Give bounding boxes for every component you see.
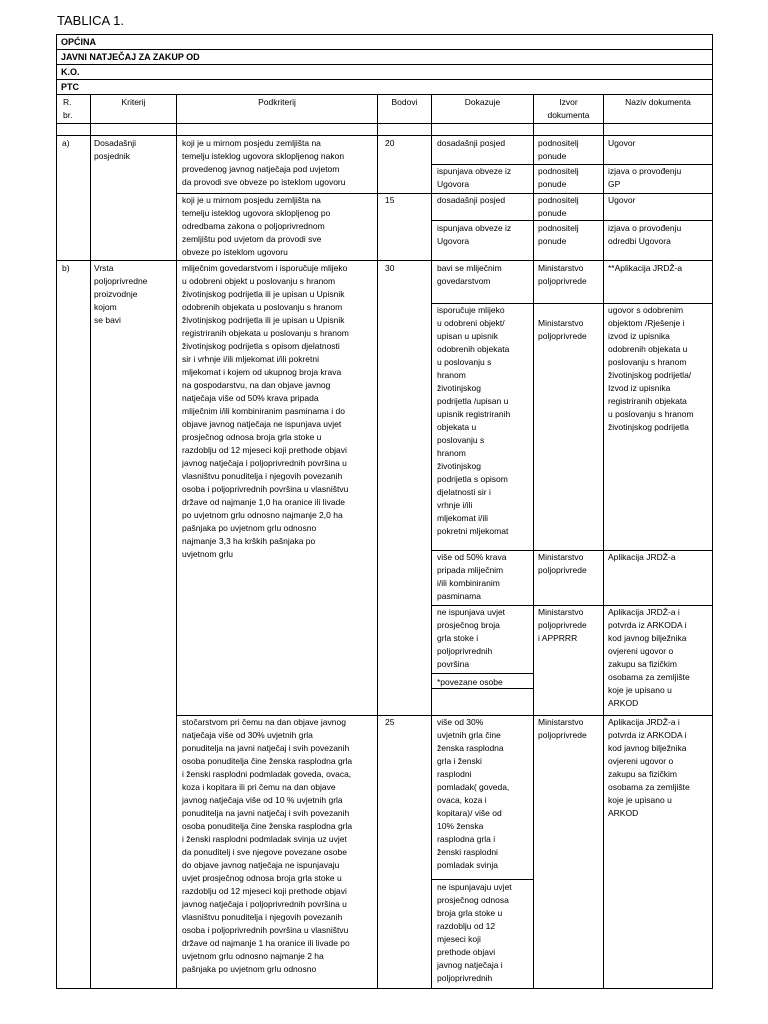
col-header-podkriterij: Podkriterij: [258, 97, 296, 107]
section-a-sub1-bodovi: 20: [385, 138, 395, 148]
criteria-table: [56, 34, 713, 989]
section-a-sub1-r1-naziv: Ugovor: [608, 138, 636, 148]
col-header-dokazuje: Dokazuje: [464, 97, 501, 107]
section-b-sub1-bodovi: 30: [385, 263, 395, 273]
row-line-section-b: [57, 260, 712, 261]
section-b-sub1-r2-dokazuje: isporučuje mlijeko u odobreni objekt/ upisan u upisnik odobrenih objekata u poslovanju s hranom životinjskog podrijetla /upisan u upisnik registriranih objekata u poslovanju s hranom životinjskog podrijetla s opisom djelatnosti sir i vrhnje i/ili mljekomat i/ili pokretni mljekomat: [437, 305, 511, 536]
document-title: TABLICA 1.: [57, 13, 124, 28]
section-a-sub2-r1-naziv: Ugovor: [608, 195, 636, 205]
section-b-sub2-r1-dokazuje: više od 30% uvjetnih grla čine ženska rasplodna grla i ženski rasplodni pomladak( goveda, ovaca, koza i kopitara)/ više od 10% ženska rasplodna grla i ženski rasplodni pomladak svinja: [437, 717, 510, 870]
section-b-number: b): [62, 263, 70, 273]
section-a-sub1-text: koji je u mirnom posjedu zemljišta na temelju isteklog ugovora sklopljenog nakon provedenog javnog natječaja pod uvjetom da provodi sve obveze po isteklom ugovoru: [182, 138, 346, 187]
section-b-sub1-r4-izvor: Ministarstvo poljoprivrede i APPRRR: [538, 607, 587, 643]
section-b-sub2-r2-dokazuje: ne ispunjavaju uvjet prosječnog odnosa broja grla stoke u razdoblju od 12 mjeseci koji prethode objavi javnog natječaja i poljoprivrednih: [437, 882, 512, 983]
col-line-6: [603, 95, 604, 989]
section-b-kriterij: Vrsta poljoprivredne proizvodnje kojom se bavi: [94, 263, 148, 325]
col-header-rbr: R. br.: [63, 97, 73, 120]
section-a-kriterij: Dosadašnji posjednik: [94, 138, 137, 161]
header-row-ko: K.O.: [57, 65, 712, 80]
section-a-sub2-text: koji je u mirnom posjedu zemljišta na temelju isteklog ugovora sklopljenog po odredbama zakona o poljoprivrednom zemljištu pod uvjetom da provodi sve obveze po isteklom ugovoru: [182, 195, 331, 257]
section-a-sub1-r2-izvor: podnositelj ponude: [538, 166, 579, 189]
col-line-4: [431, 95, 432, 989]
section-a-sub1-r1-dokazuje: dosadašnji posjed: [437, 138, 506, 148]
section-b-sub2-r1-izvor: Ministarstvo poljoprivrede: [538, 717, 587, 740]
section-b-sub1-line-5: [432, 688, 533, 689]
col-header-kriterij: Kriterij: [121, 97, 146, 107]
section-b-sub1-r3-dokazuje: više od 50% krava pripada mliječnim i/ili kombiniranim pasminama: [437, 552, 507, 601]
section-a-sub2-r2-izvor: podnositelj ponude: [538, 223, 579, 246]
section-b-sub1-r1-dokazuje: bavi se mliječnim govedarstvom: [437, 263, 502, 286]
section-b-sub2-r1-naziv: Aplikacija JRDŽ-a i potvrda iz ARKODA i kod javnog bilježnika ovjereni ugovor o zakupu sa fizičkim osobama za zemljište koje je upisano u ARKOD: [608, 717, 690, 818]
section-b-sub1-line-4: [432, 673, 533, 674]
section-a-sub2-r2-dokazuje: ispunjava obveze iz Ugovora: [437, 223, 512, 246]
section-a-sub2-r1-izvor: podnositelj ponude: [538, 195, 579, 218]
section-b-sub2-bodovi: 25: [385, 717, 395, 727]
section-a-number: a): [62, 138, 70, 148]
section-a-sub1-r2-naziv: izjava o provođenju GP: [608, 166, 682, 189]
header-row-ptc: PTC: [57, 80, 712, 95]
section-b-sub1-r5-dokazuje: *povezane osobe: [437, 677, 503, 687]
header-row-opcina: OPĆINA: [57, 35, 712, 50]
section-b-sub1-r4-naziv: Aplikacija JRDŽ-a i potvrda iz ARKODA i kod javnog bilježnika ovjereni ugovor o zakupu sa fizičkim osobama za zemljište koje je upisano u ARKOD: [608, 607, 690, 708]
section-b-sub1-r3-naziv: Aplikacija JRDŽ-a: [608, 552, 676, 562]
section-b-sub1-r3-izvor: Ministarstvo poljoprivrede: [538, 552, 587, 575]
section-a-sub1-r2-dokazuje: ispunjava obveze iz Ugovora: [437, 166, 512, 189]
col-line-2: [176, 95, 177, 989]
section-b-sub1-r1-naziv: **Aplikacija JRDŽ-a: [608, 263, 683, 273]
section-b-sub2-text: stočarstvom pri čemu na dan objave javnog natječaja više od 30% uvjetnih grla ponuditelja na javni natječaj i svih povezanih osoba ponuditelja čine ženska rasplodna grla i ženski rasplodni podmladak goveda, ovaca, koza i kopitara ili pri čemu na dan objave javnog natječaja više od 10 % uvjetnih grla ponuditelja na javni natječaj i svih povezanih osoba ponuditelja čine ženska rasplodna grla i ženski rasplodni podmladak svinja uz uvjet da ponuditelj i sve njegove povezane osobe do objave javnog natječaja ne ispunjavaju uvjet prosječnog odnosa broja grla stoke u razdoblju od 12 mjeseci koji prethode objavi javnog natječaja i poljoprivrednih površina u vlasništvu ponuditelja i njegovih povezanih osoba i poljoprivrednih površina u vlasništvu države od najmanje 1 ha oranice ili livade po uvjetnom grlu odnosno najmanje 2 ha pašnjaka po uvjetnom grlu odnosno: [182, 717, 353, 974]
col-line-1: [90, 95, 91, 989]
col-line-3: [377, 95, 378, 989]
section-a-sub1-r1-izvor: podnositelj ponude: [538, 138, 579, 161]
section-a-sub2-r1-dokazuje: dosadašnji posjed: [437, 195, 506, 205]
section-a-sub2-row-line: [432, 220, 712, 221]
section-b-sub1-r2-izvor: Ministarstvo poljoprivrede: [538, 318, 587, 341]
section-b-sub2-line-1: [432, 879, 533, 880]
col-header-naziv: Naziv dokumenta: [625, 97, 691, 107]
col-header-bodovi: Bodovi: [391, 97, 418, 107]
col-line-5: [533, 95, 534, 989]
section-b-sub1-text: mliječnim govedarstvom i isporučuje mlijeko u odobreni objekt u poslovanju s hranom životinjskog podrijetla ili je upisan u Upisnik odobrenih objekata u poslovanju s hranom životinjskog podrijetla ili je upisan u Upisnik registriranih objekata u poslovanju s hranom životinjskog podrijetla s opisom djelatnosti sir i vrhnje i/ili mljekomat i/ili pokretni mljekomat i kojem od ukupnog broja krava na gospodarstvu, na dan objave javnog natječaja više od 50% krava pripada mliječnim i/ili kombiniranim pasminama i do objave javnog natječaja ne ispunjava uvjet prosječnog odnosa broja grla stoke u razdoblju od 12 mjeseci koji prethode objavi javnog natječaja i poljoprivrednih površina u vlasništvu ponuditelja i njegovih povezanih osoba i poljoprivrednih površina u vlasništvu države od najmanje 1,0 ha oranice ili livade po uvjetnom grlu odnosno najmanje 2,0 ha pašnjaka po uvjetnom grlu odnosno najmanje 3,3 ha krških pašnjaka po uvjetnom grlu: [182, 263, 349, 559]
section-b-sub1-r4-dokazuje: ne ispunjava uvjet prosječnog broja grla stoke i poljoprivrednih površina: [437, 607, 506, 669]
section-b-sub1-r1-izvor: Ministarstvo poljoprivrede: [538, 263, 587, 286]
header-row-natjecaj: JAVNI NATJEČAJ ZA ZAKUP OD: [57, 50, 712, 65]
section-a-sub2-bodovi: 15: [385, 195, 395, 205]
row-line-header: [57, 123, 712, 124]
section-b-sub1-r2-naziv: ugovor s odobrenim objektom /Rješenje i izvod iz upisnika odobrenih objekata u poslovanju s hranom životinjskog podrijetla/ Izvod iz upisnika registriranih objekata u poslovanju s hranom životinjskog podrijetla: [608, 305, 694, 432]
row-line-spacer: [57, 135, 712, 136]
section-a-sub2-r2-naziv: izjava o provođenju odredbi Ugovora: [608, 223, 682, 246]
col-header-izvor: Izvor dokumenta: [547, 97, 590, 120]
